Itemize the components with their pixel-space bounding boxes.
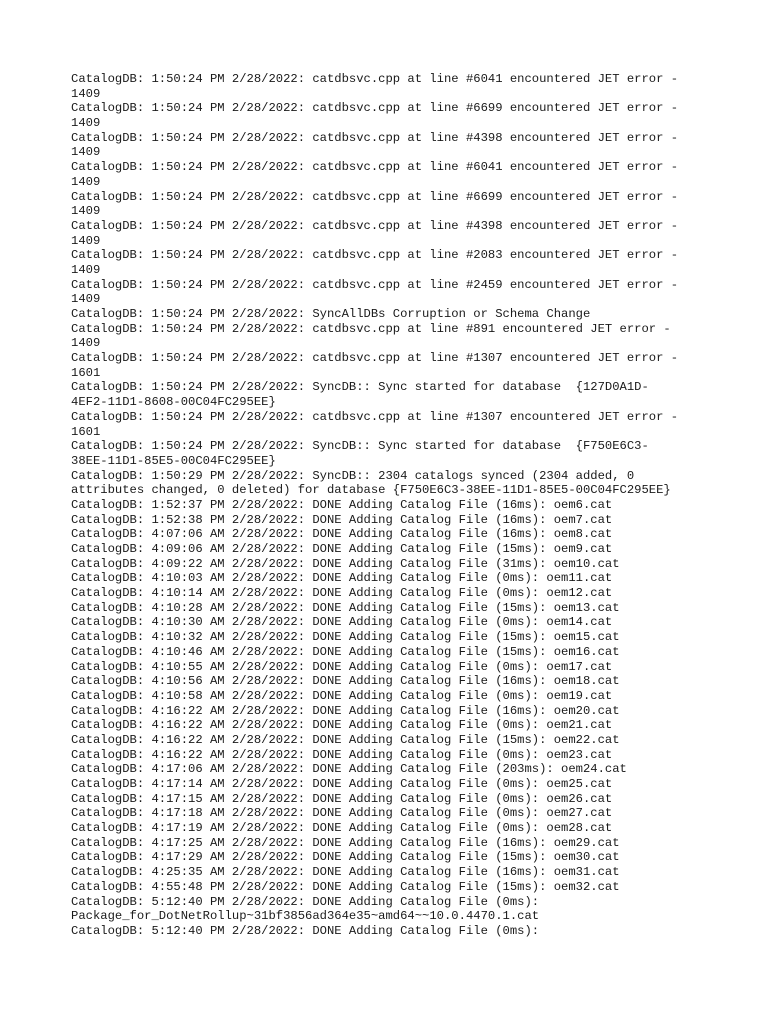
log-line: CatalogDB: 4:10:28 AM 2/28/2022: DONE Adding Catalog File (15ms): oem13.cat (71, 600, 620, 615)
log-line: CatalogDB: 4:55:48 PM 2/28/2022: DONE Adding Catalog File (15ms): oem32.cat (71, 879, 620, 894)
log-line: 1409 (71, 233, 101, 248)
log-line: CatalogDB: 4:17:14 AM 2/28/2022: DONE Adding Catalog File (0ms): oem25.cat (71, 777, 613, 791)
log-line: CatalogDB: 4:10:56 AM 2/28/2022: DONE Adding Catalog File (16ms): oem18.cat (71, 674, 620, 689)
log-line: CatalogDB: 4:17:18 AM 2/28/2022: DONE Adding Catalog File (0ms): oem27.cat (71, 806, 613, 821)
log-line: CatalogDB: 4:16:22 AM 2/28/2022: DONE Adding Catalog File (15ms): oem22.cat (71, 732, 620, 747)
log-line: CatalogDB: 1:50:24 PM 2/28/2022: catdbsvc.cpp at line #2459 encountered JET error - (71, 277, 679, 292)
log-line: CatalogDB: 4:25:35 AM 2/28/2022: DONE Adding Catalog File (16ms): oem31.cat (71, 865, 620, 880)
log-line: CatalogDB: 1:50:24 PM 2/28/2022: SyncAllDBs Corruption or Schema Change (71, 307, 591, 321)
log-line: CatalogDB: 1:50:24 PM 2/28/2022: catdbsvc.cpp at line #1307 encountered JET error - (71, 409, 679, 424)
log-line: CatalogDB: 4:17:06 AM 2/28/2022: DONE Adding Catalog File (203ms): oem24.cat (71, 762, 627, 777)
log-line: 1409 (71, 145, 101, 160)
log-line: CatalogDB: 4:10:58 AM 2/28/2022: DONE Adding Catalog File (0ms): oem19.cat (71, 688, 613, 703)
log-line: 1409 (71, 336, 101, 351)
log-line: 1409 (71, 116, 101, 131)
log-line: CatalogDB: 1:50:24 PM 2/28/2022: catdbsvc.cpp at line #6041 encountered JET error - (71, 72, 679, 86)
log-line: CatalogDB: 4:16:22 AM 2/28/2022: DONE Adding Catalog File (16ms): oem20.cat (71, 703, 620, 718)
log-line: CatalogDB: 1:52:38 PM 2/28/2022: DONE Adding Catalog File (16ms): oem7.cat (71, 512, 613, 527)
log-line: CatalogDB: 4:10:03 AM 2/28/2022: DONE Adding Catalog File (0ms): oem11.cat (71, 571, 613, 586)
log-line: CatalogDB: 1:50:24 PM 2/28/2022: catdbsvc.cpp at line #6699 encountered JET error - (71, 101, 679, 116)
log-line: attributes changed, 0 deleted) for database {F750E6C3-38EE-11D1-85E5-00C04FC295EE} (71, 483, 671, 498)
log-line: Package_for_DotNetRollup~31bf3856ad364e35~amd64~~10.0.4470.1.cat (71, 909, 540, 924)
log-line: 1601 (71, 424, 101, 439)
log-line: CatalogDB: 4:17:19 AM 2/28/2022: DONE Adding Catalog File (0ms): oem28.cat (71, 821, 613, 836)
log-line: CatalogDB: 1:50:24 PM 2/28/2022: catdbsvc.cpp at line #2083 encountered JET error - (71, 248, 679, 263)
log-line: 38EE-11D1-85E5-00C04FC295EE} (71, 453, 276, 468)
log-line: 1409 (71, 86, 101, 101)
log-line: CatalogDB: 4:17:15 AM 2/28/2022: DONE Adding Catalog File (0ms): oem26.cat (71, 791, 613, 806)
log-line: CatalogDB: 5:12:40 PM 2/28/2022: DONE Adding Catalog File (0ms): (71, 923, 540, 938)
log-line: CatalogDB: 5:12:40 PM 2/28/2022: DONE Adding Catalog File (0ms): (71, 894, 540, 909)
log-line: CatalogDB: 4:09:22 AM 2/28/2022: DONE Adding Catalog File (31ms): oem10.cat (71, 556, 620, 571)
log-text-block (71, 72, 701, 939)
log-line: CatalogDB: 1:50:24 PM 2/28/2022: SyncDB:: Sync started for database {F750E6C3- (71, 439, 649, 454)
log-line: CatalogDB: 1:50:24 PM 2/28/2022: catdbsvc.cpp at line #891 encountered JET error - (71, 321, 671, 336)
log-line: CatalogDB: 1:50:24 PM 2/28/2022: SyncDB:: Sync started for database {127D0A1D- (71, 380, 649, 395)
log-line: CatalogDB: 4:09:06 AM 2/28/2022: DONE Adding Catalog File (15ms): oem9.cat (71, 542, 613, 556)
log-line: CatalogDB: 1:50:24 PM 2/28/2022: catdbsvc.cpp at line #6041 encountered JET error - (71, 160, 679, 175)
log-line: CatalogDB: 1:50:24 PM 2/28/2022: catdbsvc.cpp at line #4398 encountered JET error - (71, 218, 679, 233)
log-line: 1409 (71, 174, 101, 189)
log-line: CatalogDB: 4:10:30 AM 2/28/2022: DONE Adding Catalog File (0ms): oem14.cat (71, 615, 613, 630)
log-line: 4EF2-11D1-8608-00C04FC295EE} (71, 395, 276, 410)
log-line: CatalogDB: 1:50:29 PM 2/28/2022: SyncDB:: 2304 catalogs synced (2304 added, 0 (71, 468, 635, 483)
log-line: CatalogDB: 4:10:14 AM 2/28/2022: DONE Adding Catalog File (0ms): oem12.cat (71, 586, 613, 601)
log-line: CatalogDB: 1:52:37 PM 2/28/2022: DONE Adding Catalog File (16ms): oem6.cat (71, 497, 613, 512)
log-line: CatalogDB: 4:16:22 AM 2/28/2022: DONE Adding Catalog File (0ms): oem23.cat (71, 747, 613, 762)
log-line: 1409 (71, 262, 101, 277)
log-line: CatalogDB: 4:10:32 AM 2/28/2022: DONE Adding Catalog File (15ms): oem15.cat (71, 630, 620, 645)
log-line: CatalogDB: 4:10:46 AM 2/28/2022: DONE Adding Catalog File (15ms): oem16.cat (71, 644, 620, 659)
log-line: CatalogDB: 4:17:25 AM 2/28/2022: DONE Adding Catalog File (16ms): oem29.cat (71, 835, 620, 850)
log-line: 1601 (71, 365, 101, 380)
log-line: CatalogDB: 1:50:24 PM 2/28/2022: catdbsvc.cpp at line #4398 encountered JET error - (71, 130, 679, 145)
log-line: CatalogDB: 4:10:55 AM 2/28/2022: DONE Adding Catalog File (0ms): oem17.cat (71, 659, 613, 674)
log-line: CatalogDB: 4:16:22 AM 2/28/2022: DONE Adding Catalog File (0ms): oem21.cat (71, 718, 613, 733)
log-line: 1409 (71, 292, 101, 307)
log-line: 1409 (71, 204, 101, 219)
log-line: CatalogDB: 4:07:06 AM 2/28/2022: DONE Adding Catalog File (16ms): oem8.cat (71, 527, 613, 542)
log-line: CatalogDB: 1:50:24 PM 2/28/2022: catdbsvc.cpp at line #6699 encountered JET error - (71, 189, 679, 204)
log-line: CatalogDB: 4:17:29 AM 2/28/2022: DONE Adding Catalog File (15ms): oem30.cat (71, 850, 620, 865)
log-line: CatalogDB: 1:50:24 PM 2/28/2022: catdbsvc.cpp at line #1307 encountered JET error - (71, 351, 679, 366)
